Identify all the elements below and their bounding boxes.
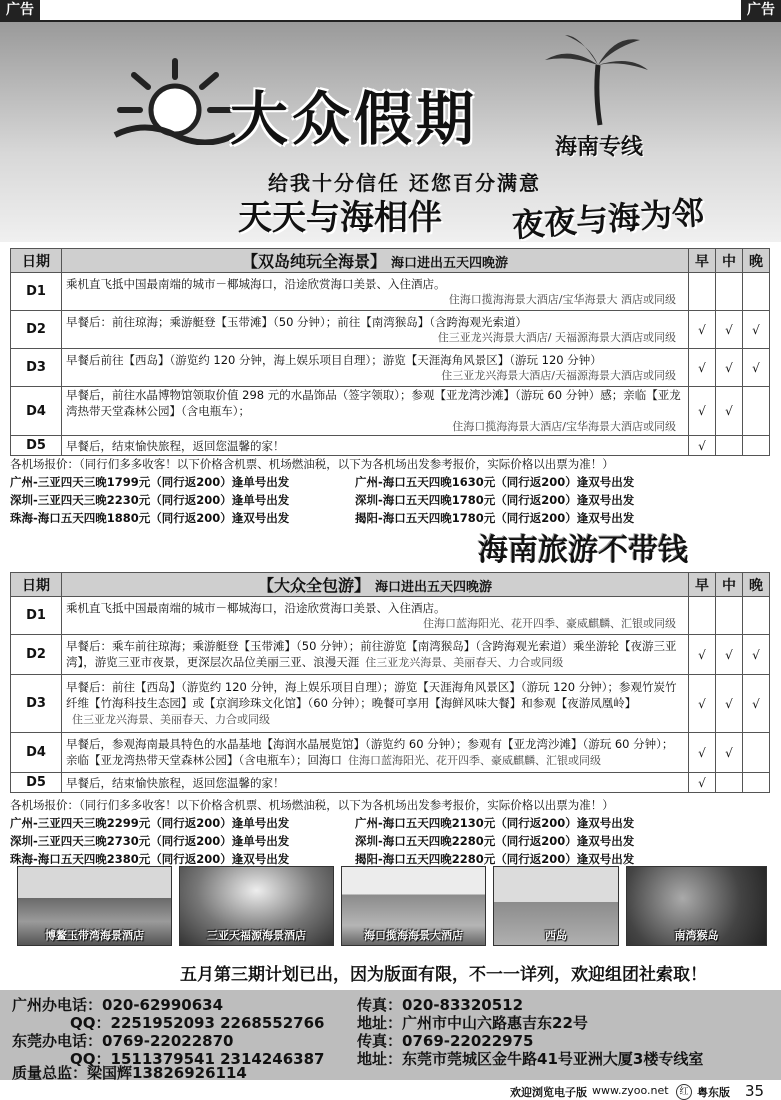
- day-desc-text: 早餐后：前往琼海；乘游艇登【玉带滩】（50 分钟）；前往【南湾猴岛】（含跨海观光索道）: [66, 314, 528, 329]
- tour1-title: [62, 249, 689, 273]
- table-row: [11, 273, 770, 311]
- header-dinner: 晚: [743, 249, 770, 273]
- contact-block: [0, 990, 781, 1080]
- dinner-mark: [743, 597, 770, 635]
- dinner-mark: [743, 273, 770, 311]
- tour1-table: [10, 248, 770, 456]
- page-footer: [0, 1082, 781, 1100]
- day-desc: [62, 273, 689, 311]
- day-desc: [62, 635, 689, 675]
- dg-qq: 1511379541 2314246387: [110, 1050, 325, 1068]
- label: 广州办电话：: [12, 996, 103, 1014]
- dinner-mark: √: [743, 311, 770, 349]
- edition-badge-icon: 红: [676, 1084, 692, 1100]
- breakfast-mark: √: [689, 773, 716, 793]
- day-desc-text: 早餐后，结束愉快旅程，返回您温馨的家！: [66, 775, 285, 790]
- label: 地址：: [357, 1050, 403, 1068]
- day-label: D3: [11, 349, 62, 387]
- dinner-mark: √: [743, 635, 770, 675]
- day-desc-text: 早餐后：乘车前往琼海；乘游艇登【玉带滩】（50 分钟）；前往游览【南湾猴岛】（含跨海观光索道）乘坐游轮【夜游三亚湾】，游览三亚市夜景，更深层次品位美丽三亚、浪漫天涯: [66, 639, 677, 669]
- label: 传真：: [357, 1032, 403, 1050]
- welcome-text: 欢迎浏览电子版: [510, 1086, 587, 1099]
- price-line: 揭阳-海口五天四晚2280元（同行返200）逢双号出发: [355, 852, 635, 866]
- table-row: [11, 387, 770, 436]
- breakfast-mark: √: [689, 311, 716, 349]
- price-note: 各机场报价：（同行们多多收客！以下价格含机票、机场燃油税，以下为各机场出发参考报价，实际价格以出票为准！）: [10, 798, 614, 812]
- breakfast-mark: √: [689, 387, 716, 436]
- day-desc-text: 早餐后，前往水晶博物馆领取价值 298 元的水晶饰品（签字领取）；参观【亚龙湾沙滩】（游玩 60 分钟）感；亲临【亚龙湾热带天堂森林公园】（含电瓶车）；: [66, 388, 681, 418]
- day-desc: [62, 675, 689, 733]
- lunch-mark: √: [716, 733, 743, 773]
- photo-caption: 海口揽海海景大酒店: [364, 929, 463, 942]
- breakfast-mark: √: [689, 349, 716, 387]
- day-desc: [62, 436, 689, 456]
- day-desc: [62, 311, 689, 349]
- hotel-note: 住三亚龙兴海景、美丽春天、力合或同级: [365, 656, 564, 669]
- header-day: 日期: [11, 249, 62, 273]
- day-desc-text: 乘机直飞抵中国最南端的城市－椰城海口，沿途欣赏海口美景、入住酒店。: [66, 600, 446, 615]
- header-breakfast: 早: [689, 249, 716, 273]
- day-label: D3: [11, 675, 62, 733]
- day-label: D1: [11, 597, 62, 635]
- day-desc-text: 早餐后：前往【西岛】（游览约 120 分钟，海上娱乐项目自理）；游览【天涯海角风景区】（游玩 120 分钟）；参观竹炭竹纤维【竹海科技生态园】或【京润珍珠文化馆】（60 分钟）；晚餐可享用【海鲜风味大餐】和参观【夜游凤凰岭】: [66, 680, 677, 710]
- photo-monkey-island: [626, 866, 767, 946]
- hotel-note: 住三亚龙兴海景大酒店/ 天福源海景大酒店或同级: [437, 330, 676, 344]
- brand-slogan: 给我十分信任 还您百分满意: [268, 171, 541, 195]
- table-row: [11, 436, 770, 456]
- table-row: [11, 311, 770, 349]
- label: QQ：: [70, 1014, 111, 1032]
- dinner-mark: [743, 387, 770, 436]
- price-line: 深圳-海口五天四晚2280元（同行返200）逢双号出发: [355, 834, 635, 848]
- breakfast-mark: √: [689, 733, 716, 773]
- page-number: 35: [745, 1082, 765, 1100]
- lunch-mark: √: [716, 349, 743, 387]
- price-line: 珠海-海口五天四晚2380元（同行返200）逢双号出发: [10, 852, 290, 866]
- headline-left: 天天与海相伴: [238, 198, 442, 238]
- lunch-mark: [716, 773, 743, 793]
- day-desc: [62, 597, 689, 635]
- photo-hotel-tianfuyuan: [179, 866, 334, 946]
- lunch-mark: [716, 597, 743, 635]
- price-line: 深圳-三亚四天三晚2230元（同行返200）逢单号出发: [10, 493, 290, 507]
- lunch-mark: √: [716, 635, 743, 675]
- palm-tree-icon: [540, 35, 650, 130]
- photo-caption: 博鳌玉带湾海景酒店: [45, 929, 144, 942]
- headline-middle: 海南旅游不带钱: [478, 533, 688, 568]
- price-line: 广州-三亚四天三晚2299元（同行返200）逢单号出发: [10, 816, 290, 830]
- price-line: 广州-海口五天四晚1630元（同行返200）逢双号出发: [355, 475, 635, 489]
- ad-label-left: 广告: [0, 0, 40, 20]
- dg-fax: 0769-22022975: [402, 1032, 534, 1050]
- photo-strip: [17, 866, 767, 946]
- tour2-table: [10, 572, 770, 793]
- photo-hotel-lanhai: [341, 866, 486, 946]
- tour1-title-sub: 海口进出五天四晚游: [390, 256, 508, 271]
- table-row: [11, 773, 770, 793]
- breakfast-mark: √: [689, 635, 716, 675]
- price-line: 广州-三亚四天三晚1799元（同行返200）逢单号出发: [10, 475, 290, 489]
- dinner-mark: [743, 436, 770, 456]
- ad-label-right: 广告: [741, 0, 781, 20]
- sun-logo-icon: [110, 55, 240, 145]
- tour1-title-main: 【双岛纯玩全海景】: [242, 252, 387, 271]
- label: 传真：: [357, 996, 403, 1014]
- hotel-note: 住海口揽海海景大酒店/宝华海景大酒店或同级: [452, 420, 676, 433]
- price-line: 揭阳-海口五天四晚1780元（同行返200）逢双号出发: [355, 511, 635, 525]
- dinner-mark: [743, 773, 770, 793]
- label: 地址：: [357, 1014, 403, 1032]
- label: 东莞办电话：: [12, 1032, 103, 1050]
- dinner-mark: [743, 733, 770, 773]
- photo-hotel-boao: [17, 866, 172, 946]
- day-desc-text: 早餐后前往【西岛】（游览约 120 分钟，海上娱乐项目自理）；游览【天涯海角风景区】（游玩 120 分钟）: [66, 352, 602, 367]
- quality-director: 梁国辉13826926114: [87, 1064, 247, 1082]
- table-row: [11, 597, 770, 635]
- site-link[interactable]: www.zyoo.net: [592, 1084, 669, 1097]
- day-desc-text: 早餐后，结束愉快旅程，返回您温馨的家！: [66, 438, 285, 453]
- day-desc: [62, 773, 689, 793]
- tour1-prices: [10, 455, 770, 527]
- brand-subtitle: 海南专线: [555, 135, 644, 160]
- hotel-note: 住海口蓝海阳光、花开四季、豪威麒麟、汇银或同级: [348, 754, 601, 767]
- price-line: 珠海-海口五天四晚1880元（同行返200）逢双号出发: [10, 511, 290, 525]
- footer-slogan: 五月第三期计划已出，因为版面有限，不一一详列，欢迎组团社索取！: [180, 965, 707, 985]
- photo-caption: 西岛: [545, 929, 567, 942]
- lunch-mark: √: [716, 311, 743, 349]
- day-label: D1: [11, 273, 62, 311]
- price-line: 深圳-海口五天四晚1780元（同行返200）逢双号出发: [355, 493, 635, 507]
- price-line: 广州-海口五天四晚2130元（同行返200）逢双号出发: [355, 816, 635, 830]
- header-day: 日期: [11, 573, 62, 597]
- breakfast-mark: [689, 597, 716, 635]
- gz-phone: 020-62990634: [102, 996, 224, 1014]
- dinner-mark: √: [743, 349, 770, 387]
- price-line: 深圳-三亚四天三晚2730元（同行返200）逢单号出发: [10, 834, 290, 848]
- lunch-mark: √: [716, 387, 743, 436]
- hotel-note: 住三亚龙兴海景、美丽春天、力合或同级: [72, 713, 270, 726]
- lunch-mark: √: [716, 675, 743, 733]
- day-desc: [62, 387, 689, 436]
- label: 质量总监：: [12, 1064, 88, 1082]
- dg-address: 东莞市莞城区金牛路41号亚洲大厦3楼专线室: [402, 1050, 704, 1068]
- hotel-note: 住三亚龙兴海景大酒店/天福源海景大酒店或同级: [441, 368, 676, 382]
- day-label: D4: [11, 387, 62, 436]
- photo-xidao: [493, 866, 619, 946]
- table-row: [11, 349, 770, 387]
- breakfast-mark: √: [689, 675, 716, 733]
- dg-phone: 0769-22022870: [102, 1032, 234, 1050]
- header-lunch: 中: [716, 573, 743, 597]
- lunch-mark: [716, 273, 743, 311]
- day-desc: [62, 349, 689, 387]
- gz-qq: 2251952093 2268552766: [110, 1014, 325, 1032]
- edition-label: 粤东版: [697, 1086, 730, 1099]
- hotel-note: 住海口蓝海阳光、花开四季、豪威麒麟、汇银或同级: [423, 616, 676, 630]
- headline-right: 夜夜与海为邻: [511, 193, 706, 245]
- day-label: D4: [11, 733, 62, 773]
- table-row: [11, 635, 770, 675]
- header-lunch: 中: [716, 249, 743, 273]
- day-label: D2: [11, 635, 62, 675]
- lunch-mark: [716, 436, 743, 456]
- table-row: [11, 675, 770, 733]
- tour2-title: [62, 573, 689, 597]
- day-desc: [62, 733, 689, 773]
- header-breakfast: 早: [689, 573, 716, 597]
- photo-caption: 三亚天福源海景酒店: [207, 929, 306, 942]
- gz-address: 广州市中山六路惠吉东22号: [402, 1014, 588, 1032]
- tour2-title-main: 【大众全包游】: [258, 576, 371, 595]
- gz-fax: 020-83320512: [402, 996, 524, 1014]
- breakfast-mark: [689, 273, 716, 311]
- hotel-note: 住海口揽海海景大酒店/宝华海景大 酒店或同级: [448, 292, 676, 306]
- day-label: D5: [11, 436, 62, 456]
- breakfast-mark: √: [689, 436, 716, 456]
- photo-caption: 南湾猴岛: [674, 929, 719, 942]
- day-label: D5: [11, 773, 62, 793]
- dinner-mark: √: [743, 675, 770, 733]
- header-dinner: 晚: [743, 573, 770, 597]
- tour2-title-sub: 海口进出五天四晚游: [374, 580, 492, 595]
- price-note: 各机场报价：（同行们多多收客！以下价格含机票、机场燃油税，以下为各机场出发参考报价，实际价格以出票为准！）: [10, 457, 614, 471]
- label: QQ：: [70, 1050, 111, 1068]
- tour2-prices: [10, 796, 770, 868]
- day-desc-text: 乘机直飞抵中国最南端的城市－椰城海口，沿途欣赏海口美景、入住酒店。: [66, 276, 446, 291]
- table-row: [11, 733, 770, 773]
- brand-name: 大众假期: [230, 85, 479, 153]
- day-desc-text: 早餐后，参观海南最具特色的水晶基地【海润水晶展览馆】（游览约 60 分钟）；参观有【亚龙湾沙滩】（游玩 60 分钟）；亲临【亚龙湾热带天堂森林公园】（含电瓶车）；回海口: [66, 737, 674, 767]
- day-label: D2: [11, 311, 62, 349]
